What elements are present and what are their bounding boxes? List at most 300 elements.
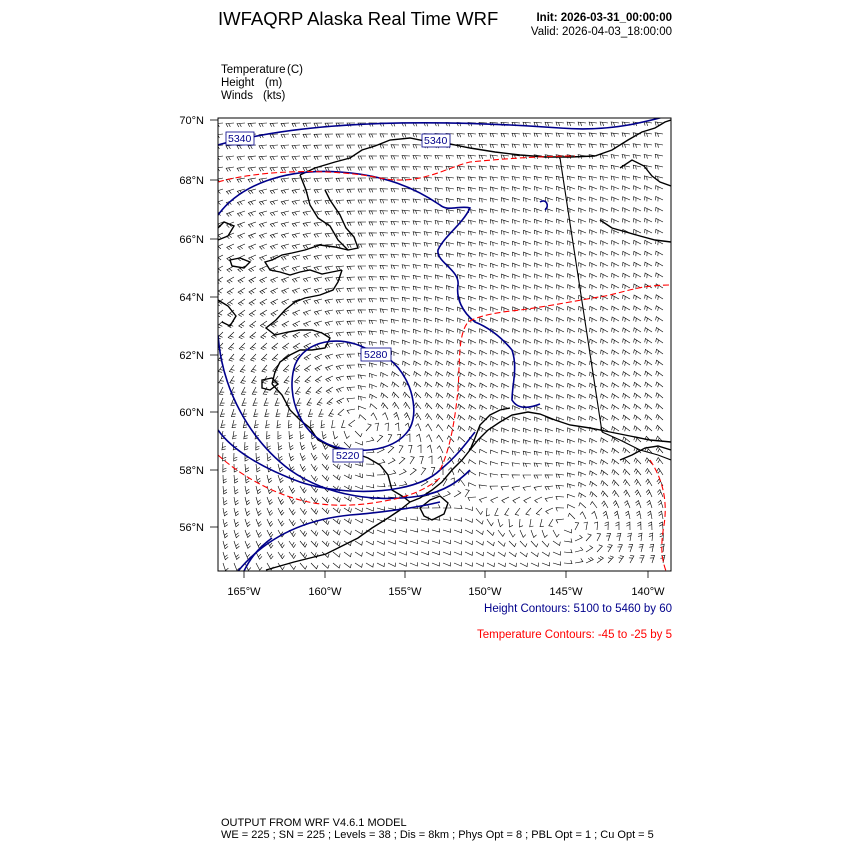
wind-barb <box>498 519 503 527</box>
wind-barb <box>638 533 642 541</box>
wind-barb <box>469 350 476 355</box>
wind-barb <box>611 165 619 169</box>
wind-barb <box>645 186 652 191</box>
wind-barb <box>557 230 564 235</box>
wind-barb <box>579 197 586 202</box>
wind-barb <box>369 373 377 378</box>
wind-barb <box>443 517 451 521</box>
wind-barb <box>644 144 652 148</box>
wind-barb <box>601 350 608 355</box>
wind-barb <box>278 497 284 504</box>
wind-barb <box>314 200 322 204</box>
wind-barb <box>469 483 476 487</box>
wind-barb <box>403 351 410 356</box>
wind-barb <box>314 299 322 304</box>
wind-barb <box>410 540 418 544</box>
wind-barb <box>579 252 586 257</box>
wind-barb <box>557 361 564 366</box>
wind-barb <box>567 144 575 148</box>
wind-barb <box>436 329 443 334</box>
wind-barb <box>447 447 454 453</box>
wind-barb <box>645 317 652 322</box>
wind-barb <box>635 490 641 497</box>
wind-barb <box>623 426 630 431</box>
wind-barb <box>458 329 465 334</box>
wind-barb <box>556 451 564 456</box>
wind-barb <box>656 393 663 398</box>
wind-barb <box>490 220 498 225</box>
wind-barb <box>311 508 318 514</box>
wind-barb <box>256 530 262 537</box>
wind-barb <box>381 372 388 377</box>
wind-barb <box>656 273 663 278</box>
wind-barb <box>590 317 597 322</box>
wind-barb <box>465 519 472 523</box>
wind-barb <box>534 486 542 491</box>
wind-barb <box>600 144 608 148</box>
wind-barb <box>557 350 564 355</box>
wind-barb <box>480 461 487 465</box>
wind-barb <box>425 361 432 366</box>
wind-barb <box>358 386 366 390</box>
wind-barb <box>512 230 520 235</box>
wind-barb <box>491 274 499 279</box>
wind-barb <box>333 497 340 502</box>
wind-barb <box>344 431 350 439</box>
wind-barb <box>410 517 418 521</box>
wind-barb <box>336 233 344 237</box>
wind-barb <box>586 546 593 553</box>
wind-barb <box>369 277 377 281</box>
wind-barb <box>568 219 575 224</box>
wind-barb <box>524 362 531 367</box>
wind-barb <box>648 522 652 530</box>
wind-barb <box>315 354 322 360</box>
wind-barb <box>634 415 641 420</box>
variable-name: Height <box>221 77 255 89</box>
wind-barb <box>314 266 322 271</box>
height-contour-bottom <box>235 502 440 575</box>
wind-barb <box>281 222 289 227</box>
wind-barb <box>454 491 461 497</box>
wind-barb <box>245 508 250 516</box>
wind-barb <box>435 188 443 192</box>
wind-barb <box>612 394 619 399</box>
wind-barb <box>355 552 362 556</box>
wind-barb <box>226 167 234 172</box>
wind-barb <box>513 252 521 257</box>
wind-barb <box>314 222 322 226</box>
wind-barb <box>369 266 377 270</box>
wind-barb <box>556 133 564 137</box>
wind-barb <box>303 299 311 304</box>
wind-barb <box>535 263 542 268</box>
wind-barb <box>501 187 509 192</box>
wind-barb <box>524 230 532 235</box>
wind-barb <box>458 318 465 323</box>
wind-barb <box>248 200 256 205</box>
wind-barb <box>336 321 344 325</box>
wind-barb <box>458 437 465 442</box>
wind-barb <box>568 350 575 355</box>
wind-barb <box>590 252 597 257</box>
wind-barb <box>553 551 560 555</box>
wind-barb <box>347 365 355 369</box>
wind-barb <box>410 528 418 532</box>
wind-barb <box>223 563 228 571</box>
wind-barb <box>234 497 239 505</box>
wind-barb <box>358 321 366 325</box>
wind-barb <box>289 453 294 461</box>
wind-barb <box>545 497 553 502</box>
wind-barb <box>458 480 465 487</box>
wind-barb <box>513 340 520 345</box>
wind-barb <box>366 552 373 556</box>
wind-barb <box>545 186 553 191</box>
wind-barb <box>413 167 421 171</box>
wind-barb <box>589 122 597 126</box>
wind-barb <box>513 497 520 503</box>
wind-barb <box>337 398 344 404</box>
wind-barb <box>612 361 619 366</box>
wind-barb <box>311 453 317 460</box>
wind-barb <box>600 133 608 137</box>
wind-barb <box>622 133 630 137</box>
wind-barb <box>325 233 333 237</box>
wind-barb <box>314 123 322 127</box>
wind-barb <box>457 133 465 137</box>
wind-barb <box>487 541 494 546</box>
wind-barb <box>278 541 284 548</box>
wind-barb <box>369 156 377 160</box>
wind-barb <box>410 468 416 475</box>
wind-barb <box>479 144 487 148</box>
wind-barb <box>227 211 235 217</box>
wind-barb <box>358 299 366 303</box>
wind-barb <box>266 420 270 428</box>
wind-barb <box>659 522 663 530</box>
wind-barb <box>469 471 476 475</box>
wind-barb <box>446 296 454 301</box>
wind-barb <box>557 252 564 257</box>
wind-barb <box>645 197 652 202</box>
wind-barb <box>568 394 575 399</box>
wind-barb <box>536 508 542 515</box>
wind-barb <box>523 166 531 170</box>
wind-barb <box>535 241 543 246</box>
wind-barb <box>222 442 226 450</box>
wind-barb <box>645 240 652 245</box>
wind-barb <box>413 265 421 269</box>
height-contour-low <box>292 341 414 450</box>
wind-barb <box>645 360 652 365</box>
wind-barb <box>358 310 366 314</box>
wind-barb <box>347 387 355 391</box>
wind-barb <box>270 233 278 238</box>
wind-barb <box>270 156 278 160</box>
wind-barb <box>402 232 410 236</box>
wind-barb <box>628 545 633 553</box>
wind-barb <box>535 340 542 345</box>
wind-barb <box>658 511 663 519</box>
wind-barb <box>303 233 311 238</box>
wind-barb <box>347 244 355 248</box>
wind-barb <box>380 211 388 215</box>
wind-barb <box>658 500 663 508</box>
wind-barb <box>278 519 284 526</box>
wind-barb <box>579 416 586 421</box>
wind-barb <box>314 233 322 238</box>
wind-barb <box>369 342 377 346</box>
wind-barb <box>245 464 249 472</box>
wind-barb <box>234 530 239 538</box>
contour-label <box>422 134 450 147</box>
wind-barb <box>468 155 476 159</box>
wind-barb <box>270 222 278 227</box>
wind-barb <box>645 371 652 376</box>
wind-barb <box>469 307 476 312</box>
wind-barb <box>567 176 575 180</box>
wind-barb <box>262 365 267 372</box>
wind-barb <box>333 552 340 557</box>
wind-barb <box>590 460 597 465</box>
wind-barb <box>512 187 520 192</box>
wind-barb <box>487 552 494 556</box>
wind-barb <box>546 296 553 301</box>
wind-barb <box>437 446 443 453</box>
wind-barb <box>347 398 355 402</box>
wind-barb <box>358 134 366 138</box>
wind-barb <box>391 276 399 280</box>
wind-barb <box>491 285 499 290</box>
wind-barb <box>370 404 377 409</box>
wind-barb <box>292 244 300 249</box>
wind-barb <box>479 473 487 477</box>
wind-barb <box>349 420 355 427</box>
wind-barb <box>600 176 608 180</box>
wind-barb <box>223 541 228 549</box>
model-info-line2: WE = 225 ; SN = 225 ; Levels = 38 ; Dis = 8km ; Phys Opt = 8 ; PBL Opt = 1 ; Cu Opt = 5 <box>221 829 654 841</box>
wind-barb <box>491 383 498 388</box>
wind-barb <box>625 511 630 519</box>
wind-barb <box>535 384 542 389</box>
wind-barb <box>579 482 586 487</box>
wind-barb <box>557 318 564 323</box>
wind-barb <box>443 551 450 555</box>
wind-barb <box>344 463 351 468</box>
wind-barb <box>502 383 509 388</box>
wind-barb <box>612 197 619 202</box>
wind-barb <box>557 372 564 377</box>
wind-barb <box>424 177 432 181</box>
wind-barb <box>288 420 292 428</box>
wind-barb <box>325 310 333 315</box>
wind-barb <box>303 255 311 260</box>
wind-barb <box>226 189 234 194</box>
wind-barb <box>281 178 289 182</box>
canada-arctic <box>595 120 671 156</box>
wind-barb <box>391 145 399 149</box>
wind-barb <box>531 563 538 567</box>
temp-contour-se <box>650 460 666 571</box>
wind-barb <box>300 508 307 515</box>
wind-barb <box>567 473 575 477</box>
wind-barb <box>465 552 472 556</box>
wind-barb <box>590 274 597 279</box>
wind-barb <box>490 242 498 247</box>
wind-barb <box>369 167 377 171</box>
wind-barb <box>502 394 509 399</box>
wind-barb <box>534 166 542 170</box>
wind-barb <box>245 497 250 505</box>
wind-barb <box>457 253 465 257</box>
wind-barb <box>306 387 311 394</box>
wind-barb <box>256 508 261 516</box>
wind-barb <box>336 299 344 303</box>
wind-barb <box>281 123 289 127</box>
wind-barb <box>377 541 384 545</box>
wind-barb <box>612 208 619 213</box>
wind-barb <box>568 372 575 377</box>
wind-barb <box>623 306 630 311</box>
wind-barb <box>568 406 575 411</box>
variable-name: Temperature <box>221 64 286 76</box>
wind-barb <box>333 431 338 439</box>
wind-barb <box>303 145 311 149</box>
wind-barb <box>381 383 388 388</box>
wind-barb <box>635 479 642 486</box>
wind-barb <box>344 485 351 490</box>
wind-barb <box>601 230 608 235</box>
wind-barb <box>491 394 498 399</box>
wind-barb <box>534 463 542 467</box>
wind-barb <box>347 299 355 303</box>
wind-barb <box>579 241 586 246</box>
wind-barb <box>221 420 226 428</box>
valid-time: Valid: 2026-04-03_18:00:00 <box>530 26 672 38</box>
wind-barb <box>534 122 542 126</box>
wind-barb <box>238 222 246 228</box>
wind-barb <box>391 243 399 247</box>
wind-barb <box>380 244 388 248</box>
lat-label: 58°N <box>179 465 204 477</box>
wind-barb <box>534 187 542 192</box>
wind-barb <box>270 167 278 171</box>
contour-label <box>226 132 254 145</box>
canada-coast-east <box>600 220 671 242</box>
wind-barb <box>545 144 553 148</box>
wind-barb <box>325 211 333 215</box>
wind-barb <box>557 219 564 224</box>
wind-barb <box>590 481 597 486</box>
wind-barb <box>568 252 575 257</box>
wind-barb <box>476 508 483 515</box>
wind-barb <box>656 371 663 376</box>
wind-barb <box>369 222 377 226</box>
wind-barb <box>414 340 421 345</box>
wind-barb <box>425 340 432 345</box>
wind-barb <box>535 252 542 257</box>
variable-name: Winds <box>221 90 253 102</box>
wind-barb <box>421 562 428 566</box>
wind-barb <box>260 299 267 305</box>
wind-barb <box>634 328 641 333</box>
wind-barb <box>579 208 586 213</box>
wind-barb <box>234 475 238 483</box>
wind-barb <box>421 468 426 475</box>
wind-barb <box>377 471 385 475</box>
wind-barb <box>498 552 505 556</box>
wind-barb <box>333 530 340 535</box>
wind-barb <box>612 317 619 322</box>
wind-barb <box>429 456 433 464</box>
wind-barb <box>289 552 296 559</box>
wind-barb <box>523 198 531 203</box>
wind-barb <box>332 420 336 428</box>
wind-barb <box>436 372 443 377</box>
wind-barb <box>524 351 531 356</box>
wind-barb <box>223 486 227 494</box>
wind-barb <box>567 484 575 489</box>
wind-barb <box>491 307 498 312</box>
wind-barb <box>545 440 553 445</box>
wind-barb <box>556 485 564 489</box>
wind-barb <box>256 453 260 461</box>
wind-barb <box>502 263 510 268</box>
wind-barb <box>633 165 641 169</box>
wind-barb <box>216 200 224 206</box>
wind-barb <box>424 308 432 313</box>
wind-barb <box>371 413 377 420</box>
wind-barb <box>568 383 575 388</box>
wind-barb <box>314 134 322 138</box>
wind-barb <box>267 431 271 439</box>
wind-barb <box>355 519 362 523</box>
wind-barb <box>446 275 454 280</box>
wind-barb <box>347 409 355 414</box>
wind-barb <box>479 497 487 502</box>
wind-barb <box>612 273 619 278</box>
wind-barb <box>249 233 257 239</box>
wind-barb <box>278 552 285 559</box>
wind-barb <box>612 251 619 256</box>
wind-barb <box>509 530 515 537</box>
wind-barb <box>336 266 344 270</box>
wind-barb <box>303 123 311 127</box>
wind-barb <box>425 329 432 334</box>
wind-barb <box>535 497 542 503</box>
wind-barb <box>513 296 520 301</box>
wind-barb <box>435 286 443 290</box>
wind-barb <box>546 406 553 411</box>
wind-barb <box>590 241 597 246</box>
wind-barb <box>391 156 399 160</box>
wind-barb <box>586 557 593 563</box>
wind-barb <box>432 528 440 532</box>
wind-barb <box>535 208 543 213</box>
wind-barb <box>513 318 520 323</box>
wind-barb <box>655 144 663 148</box>
wind-barb <box>469 285 477 290</box>
wind-barb <box>590 219 597 224</box>
wind-barb <box>634 458 641 464</box>
wind-barb <box>300 552 307 558</box>
wind-barb <box>649 544 653 552</box>
wind-barb <box>535 285 542 290</box>
wind-barb <box>546 263 553 268</box>
wind-barb <box>292 277 300 282</box>
wind-barb <box>457 242 465 247</box>
